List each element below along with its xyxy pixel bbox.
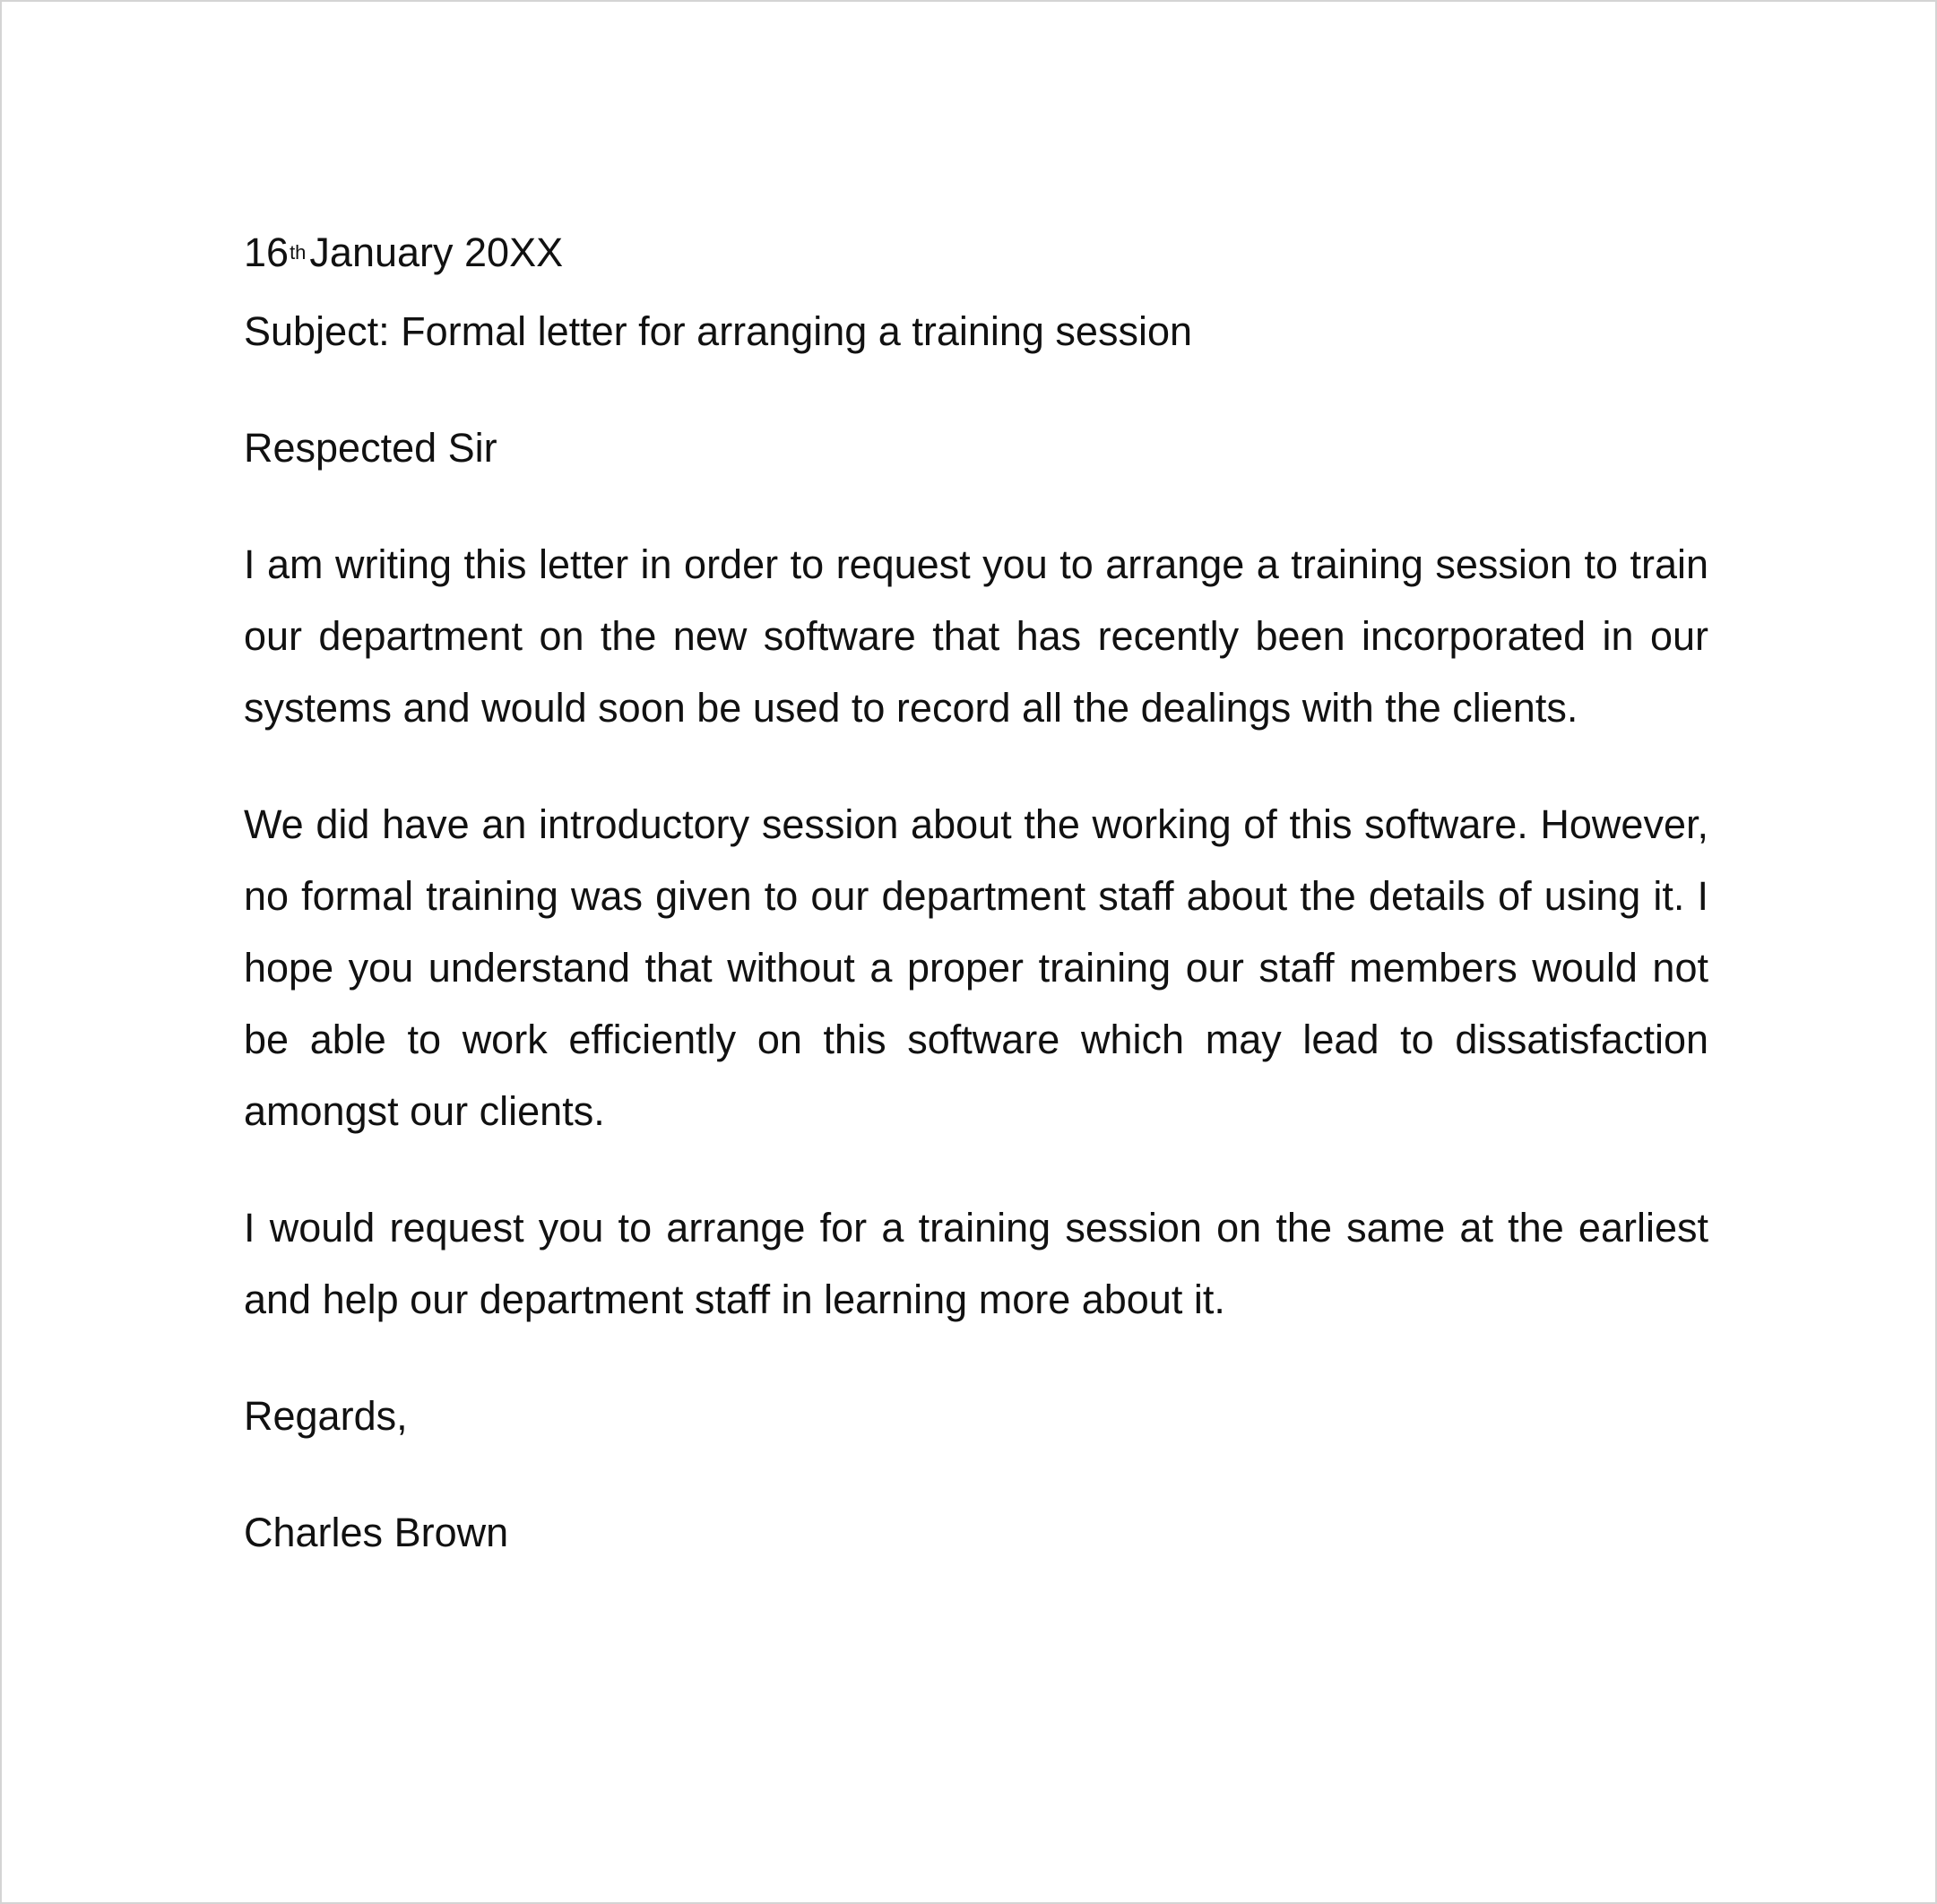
letter-paragraph-3: I would request you to arrange for a training session on the same at the earliest and help our department staff in learning more about it. — [244, 1205, 1708, 1322]
letter-date — [244, 217, 1708, 296]
date-suffix: th — [290, 241, 307, 264]
letter-salutation: Respected Sir — [244, 425, 497, 471]
letter-subject: Subject: Formal letter for arranging a training session — [244, 308, 1193, 354]
date-month-year: January 20XX — [309, 229, 564, 275]
date-day: 16 — [244, 229, 290, 275]
letter-body — [244, 217, 1708, 1569]
letter-signature: Charles Brown — [244, 1510, 509, 1555]
letter-closing: Regards, — [244, 1393, 408, 1439]
letter-paragraph-2: We did have an introductory session about the working of this software. However, no formal training was given to our department staff about the details of using it. I hope you understand that without a proper training our staff members would not be able to work efficiently on this software which may lead to dissatisfaction amongst our clients. — [244, 801, 1708, 1134]
letter-paragraph-1: I am writing this letter in order to request you to arrange a training session to train our department on the new software that has recently been incorporated in our systems and would soon be used to record all the dealings with the clients. — [244, 541, 1708, 731]
